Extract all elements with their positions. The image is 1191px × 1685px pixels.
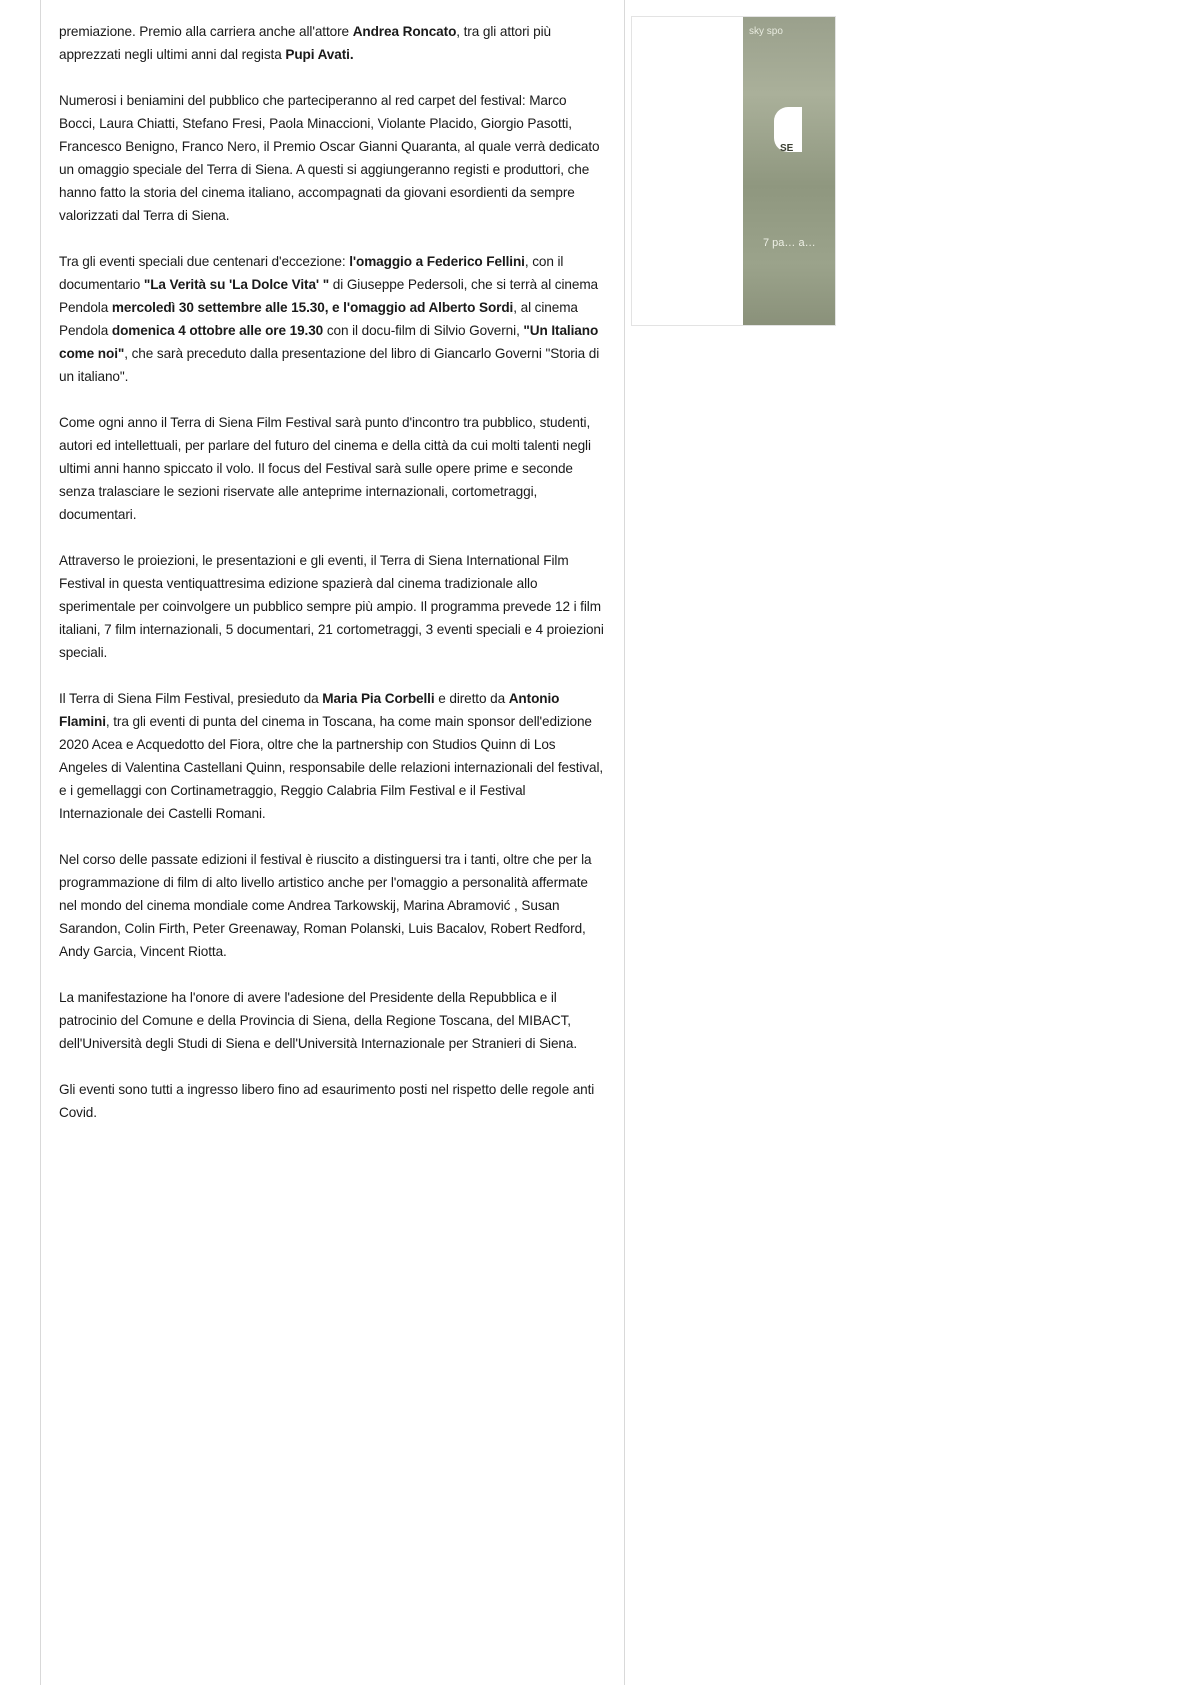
ad-badge-text: SE: [780, 143, 794, 154]
bold-text-run: domenica 4 ottobre alle ore 19.30: [111, 323, 324, 338]
ad-image[interactable]: [743, 17, 835, 325]
column-divider: [624, 0, 625, 1685]
text-run: Gli eventi sono tutti a ingresso libero fino ad esaurimento posti nel rispetto delle regole anti Covid.: [59, 1082, 595, 1120]
article-body: [59, 20, 604, 1147]
article-paragraph: [59, 250, 604, 388]
text-run: Il Terra di Siena Film Festival, presieduto da: [59, 691, 323, 706]
bold-text-run: Maria Pia Corbelli: [322, 691, 435, 706]
bold-text-run: mercoledì 30 settembre alle 15.30, e l'omaggio ad Alberto Sordi: [111, 300, 514, 315]
text-run: , tra gli attori più apprezzati negli ultimi anni dal regista: [59, 24, 551, 62]
article-paragraph: [59, 848, 604, 963]
bold-text-run: Antonio Flamini: [59, 691, 560, 729]
bold-text-run: Andrea Roncato: [352, 24, 457, 39]
article-paragraph: [59, 549, 604, 664]
article-paragraph: [59, 411, 604, 526]
text-run: e diretto da: [434, 691, 509, 706]
text-run: , con il documentario: [59, 254, 564, 292]
text-run: con il docu-film di Silvio Governi,: [323, 323, 524, 338]
article-paragraph: [59, 687, 604, 825]
article-paragraph: [59, 986, 604, 1055]
article-paragraph: [59, 89, 604, 227]
article-paragraph: [59, 20, 604, 66]
text-run: Tra gli eventi speciali due centenari d'eccezione:: [59, 254, 350, 269]
ad-caption: 7 pa… a…: [763, 237, 816, 249]
bold-text-run: "Un Italiano come noi": [59, 323, 599, 361]
text-run: Come ogni anno il Terra di Siena Film Festival sarà punto d'incontro tra pubblico, studenti, autori ed intellettuali, per parlare del futuro del cinema e della città da cui molti talenti negli ultimi anni hanno spiccato il volo. Il focus del Festival sarà sulle opere prime e seconde senza tralasciare le sezioni riservate alle anteprime internazionali, cortometraggi, documentari.: [59, 415, 591, 522]
text-run: premiazione. Premio alla carriera anche all'attore: [59, 24, 353, 39]
sidebar-advertisement[interactable]: [631, 16, 836, 326]
text-run: , tra gli eventi di punta del cinema in Toscana, ha come main sponsor dell'edizione 2020 Acea e Acquedotto del Fiora, oltre che la partnership con Studios Quinn di Los Angeles di Valentina Castellani Quinn, responsabile delle relazioni internazionali del festival, e i gemellaggi con Cortinametraggio, Reggio Calabria Film Festival e il Festival Internazionale dei Castelli Romani.: [59, 714, 604, 821]
bold-text-run: "La Verità su 'La Dolce Vita' ": [143, 277, 330, 292]
text-run: , che sarà preceduto dalla presentazione del libro di Giancarlo Governi "Storia di un italiano".: [59, 346, 600, 384]
bold-text-run: Pupi Avati.: [285, 47, 354, 62]
bold-text-run: l'omaggio a Federico Fellini: [349, 254, 525, 269]
text-run: La manifestazione ha l'onore di avere l'adesione del Presidente della Repubblica e il patrocinio del Comune e della Provincia di Siena, della Regione Toscana, del MIBACT, dell'Università degli Studi di Siena e dell'Università Internazionale per Stranieri di Siena.: [59, 990, 578, 1051]
text-run: Numerosi i beniamini del pubblico che parteciperanno al red carpet del festival: Marco Bocci, Laura Chiatti, Stefano Fresi, Paola Minaccioni, Violante Placido, Giorgio Pasotti, Francesco Benigno, Franco Nero, il Premio Oscar Gianni Quaranta, al quale verrà dedicato un omaggio speciale del Terra di Siena. A questi si aggiungeranno registi e produttori, che hanno fatto la storia del cinema italiano, accompagnati da giovani esordienti da sempre valorizzati dal Terra di Siena.: [59, 93, 600, 223]
text-run: di Giuseppe Pedersoli, che si terrà al cinema Pendola: [59, 277, 599, 315]
text-run: Nel corso delle passate edizioni il festival è riuscito a distinguersi tra i tanti, oltre che per la programmazione di film di alto livello artistico anche per l'omaggio a personalità affermate nel mondo del cinema mondiale come Andrea Tarkowskij, Marina Abramović , Susan Sarandon, Colin Firth, Peter Greenaway, Roman Polanski, Luis Bacalov, Robert Redford, Andy Garcia, Vincent Riotta.: [59, 852, 592, 959]
text-run: Attraverso le proiezioni, le presentazioni e gli eventi, il Terra di Siena International Film Festival in questa ventiquattresima edizione spazierà dal cinema tradizionale allo sperimentale per coinvolgere un pubblico sempre più ampio. Il programma prevede 12 i film italiani, 7 film internazionali, 5 documentari, 21 cortometraggi, 3 eventi speciali e 4 proiezioni speciali.: [59, 553, 604, 660]
left-margin-rule: [40, 0, 41, 1685]
text-run: , al cinema Pendola: [59, 300, 578, 338]
ad-brand-logo: sky spo: [749, 26, 783, 37]
article-paragraph: [59, 1078, 604, 1124]
